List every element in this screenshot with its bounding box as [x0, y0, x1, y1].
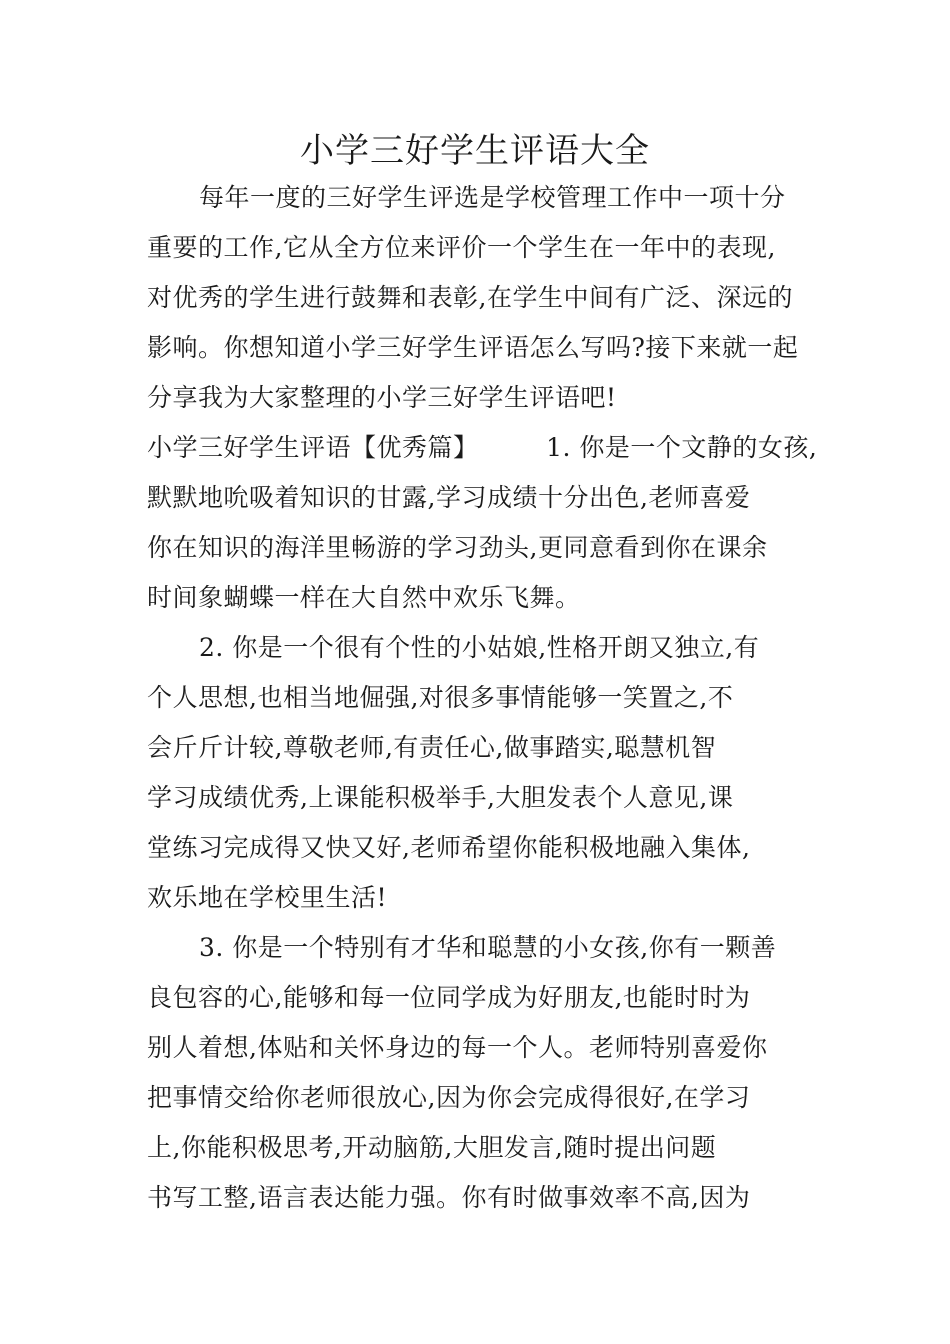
paragraph-line: 学习成绩优秀,上课能积极举手,大胆发表个人意见,课 [147, 783, 734, 812]
paragraph-line: 每年一度的三好学生评选是学校管理工作中一项十分 [199, 183, 786, 212]
paragraph-line: 上,你能积极思考,开动脑筋,大胆发言,随时提出问题 [147, 1133, 717, 1162]
document-title: 小学三好学生评语大全 [300, 131, 650, 171]
paragraph-line: 分享我为大家整理的小学三好学生评语吧! [147, 383, 617, 412]
paragraph-line: 2. 你是一个很有个性的小姑娘,性格开朗又独立,有 [199, 633, 760, 662]
paragraph-line: 默默地吮吸着知识的甘露,学习成绩十分出色,老师喜爱 [147, 483, 751, 512]
section-heading-line: 小学三好学生评语【优秀篇】 1. 你是一个文静的女孩, [147, 433, 818, 462]
paragraph-line: 影响。你想知道小学三好学生评语怎么写吗?接下来就一起 [147, 333, 799, 362]
paragraph-line: 欢乐地在学校里生活! [147, 883, 388, 912]
paragraph-line: 对优秀的学生进行鼓舞和表彰,在学生中间有广泛、深远的 [147, 283, 793, 312]
paragraph-line: 重要的工作,它从全方位来评价一个学生在一年中的表现, [147, 233, 776, 262]
paragraph-line: 书写工整,语言表达能力强。你有时做事效率不高,因为 [147, 1183, 751, 1212]
paragraph-line: 别人着想,体贴和关怀身边的每一个人。老师特别喜爱你 [147, 1033, 768, 1062]
paragraph-line: 时间象蝴蝶一样在大自然中欢乐飞舞。 [147, 583, 581, 612]
paragraph-line: 会斤斤计较,尊敬老师,有责任心,做事踏实,聪慧机智 [147, 733, 717, 762]
paragraph-line: 3. 你是一个特别有才华和聪慧的小女孩,你有一颗善 [199, 933, 777, 962]
paragraph-line: 堂练习完成得又快又好,老师希望你能积极地融入集体, [147, 833, 751, 862]
paragraph-line: 良包容的心,能够和每一位同学成为好朋友,也能时时为 [147, 983, 751, 1012]
paragraph-line: 你在知识的海洋里畅游的学习劲头,更同意看到你在课余 [147, 533, 768, 562]
paragraph-line: 个人思想,也相当地倔强,对很多事情能够一笑置之,不 [147, 683, 734, 712]
paragraph-line: 把事情交给你老师很放心,因为你会完成得很好,在学习 [147, 1083, 751, 1112]
